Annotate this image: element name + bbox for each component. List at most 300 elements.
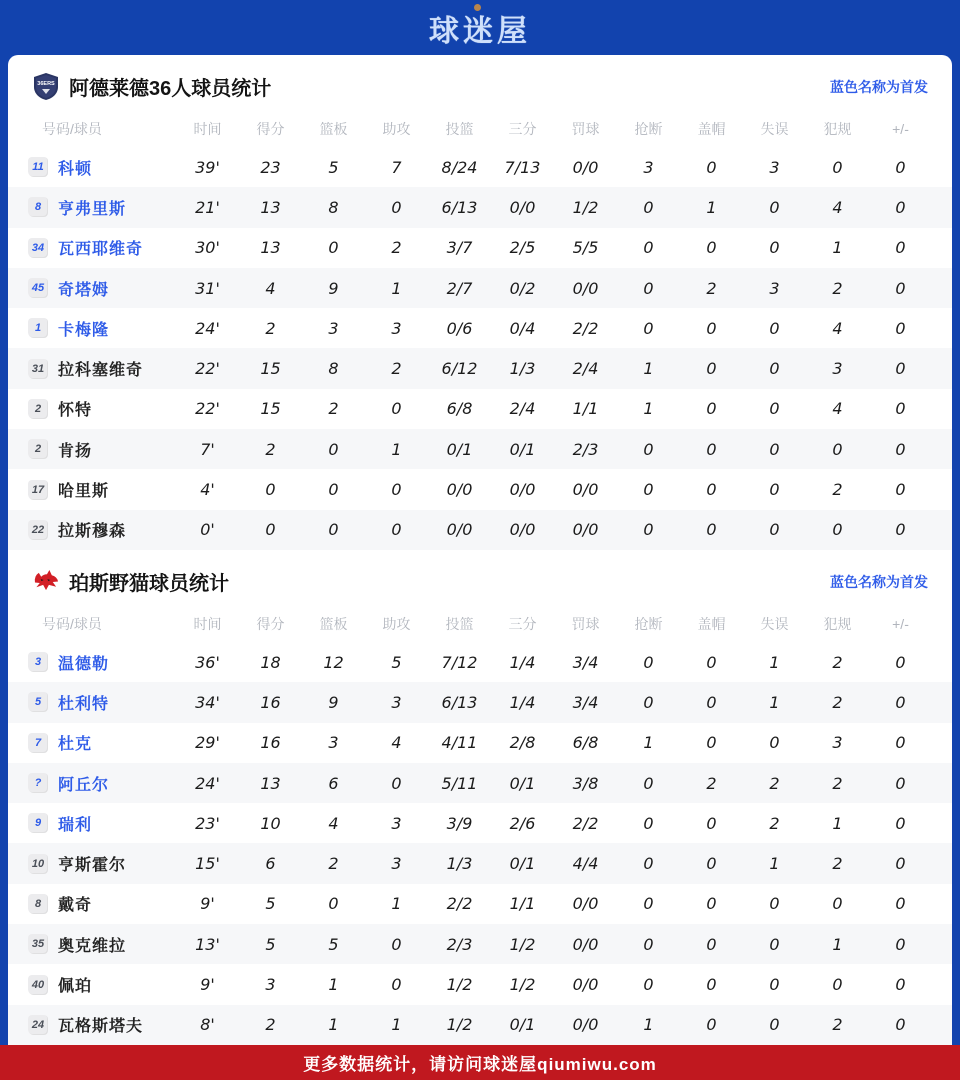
column-header: 时间 — [193, 120, 222, 137]
table-body — [8, 147, 952, 550]
player-row — [8, 228, 952, 268]
stat-value: 0 — [832, 975, 843, 995]
stat-value: 0/0 — [572, 975, 599, 995]
stat-value: 2 — [769, 813, 780, 833]
stat-value: 1 — [832, 238, 843, 258]
stat-value: 0 — [769, 359, 780, 379]
stat-value: 2/4 — [509, 399, 536, 419]
stat-value: 4 — [328, 813, 339, 833]
stat-value: 0 — [769, 934, 780, 954]
stat-value: 0/0 — [509, 480, 536, 500]
footer-bar — [0, 1045, 960, 1080]
stat-value: 4 — [832, 197, 843, 217]
stat-value: 0 — [706, 359, 717, 379]
player-name: 杜克 — [58, 736, 93, 754]
stat-value: 21' — [195, 197, 220, 217]
stat-value: 1 — [769, 652, 780, 672]
stat-value: 1/2 — [572, 197, 599, 217]
stat-value: 0/2 — [509, 278, 536, 298]
stat-value: 0 — [895, 399, 906, 419]
jersey-number-badge: 9 — [28, 813, 48, 833]
stat-value: 1 — [391, 894, 402, 914]
stat-value: 2 — [706, 773, 717, 793]
stat-value: 2 — [265, 439, 276, 459]
stat-value: 0 — [328, 520, 339, 540]
stats-card — [8, 55, 952, 1045]
stat-value: 0 — [895, 854, 906, 874]
player-row — [8, 1005, 952, 1045]
stat-value: 4/4 — [572, 854, 599, 874]
stat-value: 16 — [260, 733, 281, 753]
stat-value: 13 — [260, 238, 281, 258]
stat-value: 5/11 — [441, 773, 478, 793]
stat-value: 0 — [769, 1015, 780, 1035]
stat-value: 4 — [832, 399, 843, 419]
column-header: 助攻 — [382, 615, 411, 632]
jersey-number-badge: 40 — [28, 975, 48, 995]
stat-value: 5 — [328, 934, 339, 954]
stat-value: 0 — [643, 652, 654, 672]
stat-value: 0 — [706, 480, 717, 500]
stat-value: 0 — [769, 894, 780, 914]
player-name: 戴奇 — [58, 897, 93, 915]
stat-value: 9' — [200, 975, 215, 995]
jersey-number-badge: 5 — [28, 692, 48, 712]
stat-value: 6/8 — [572, 733, 599, 753]
stat-value: 2/3 — [572, 439, 599, 459]
column-header: 投篮 — [445, 615, 474, 632]
stat-value: 7/12 — [441, 652, 478, 672]
stat-value: 0 — [706, 399, 717, 419]
stat-value: 6/13 — [441, 197, 478, 217]
stat-value: 0 — [328, 439, 339, 459]
stat-value: 3 — [391, 318, 402, 338]
stat-value: 0 — [895, 278, 906, 298]
stat-value: 2/2 — [446, 894, 473, 914]
player-cell — [28, 156, 176, 179]
stat-value: 0 — [895, 318, 906, 338]
jersey-number-badge: 45 — [28, 278, 48, 298]
stat-value: 0 — [643, 934, 654, 954]
column-header: 罚球 — [571, 120, 600, 137]
stat-value: 3 — [769, 278, 780, 298]
stat-value: 0/0 — [509, 520, 536, 540]
stat-value: 0 — [643, 854, 654, 874]
stat-value: 3/9 — [446, 813, 473, 833]
stat-value: 16 — [260, 692, 281, 712]
stat-value: 0 — [643, 975, 654, 995]
stat-value: 1/2 — [509, 975, 536, 995]
stat-value: 24' — [195, 318, 220, 338]
stat-value: 22' — [195, 399, 220, 419]
stat-value: 0 — [643, 773, 654, 793]
stat-value: 34' — [195, 692, 220, 712]
stat-value: 2 — [391, 359, 402, 379]
player-name: 瓦格斯塔夫 — [58, 1018, 144, 1036]
stat-value: 2 — [265, 1015, 276, 1035]
player-cell — [28, 772, 176, 795]
column-header: 犯规 — [823, 615, 852, 632]
stat-value: 6/8 — [446, 399, 473, 419]
stat-value: 4 — [832, 318, 843, 338]
stat-value: 2 — [832, 652, 843, 672]
stat-value: 0 — [706, 854, 717, 874]
stat-value: 0 — [832, 520, 843, 540]
stat-value: 12 — [323, 652, 344, 672]
stat-value: 3 — [769, 157, 780, 177]
stat-value: 2/7 — [446, 278, 473, 298]
stat-value: 0 — [769, 399, 780, 419]
stat-value: 8' — [200, 1015, 215, 1035]
stat-value: 0 — [769, 318, 780, 338]
stat-value: 2 — [832, 278, 843, 298]
stat-value: 23 — [260, 157, 281, 177]
stat-value: 1/1 — [509, 894, 536, 914]
stat-value: 4' — [200, 480, 215, 500]
player-name: 亨斯霍尔 — [58, 857, 127, 875]
stat-value: 1 — [643, 359, 654, 379]
player-row — [8, 187, 952, 227]
player-name: 卡梅隆 — [58, 321, 110, 339]
stat-value: 3/4 — [572, 692, 599, 712]
stat-value: 2/2 — [572, 318, 599, 338]
stat-value: 13 — [260, 197, 281, 217]
player-name: 佩珀 — [58, 978, 93, 996]
stat-value: 4 — [265, 278, 276, 298]
column-header: 时间 — [193, 615, 222, 632]
stat-value: 3 — [832, 733, 843, 753]
stat-value: 7' — [200, 439, 215, 459]
column-header: 失误 — [760, 120, 789, 137]
stat-value: 5 — [328, 157, 339, 177]
stat-value: 1/2 — [509, 934, 536, 954]
player-cell — [28, 892, 176, 915]
stat-value: 0 — [895, 238, 906, 258]
stat-value: 0 — [391, 197, 402, 217]
column-header: 得分 — [256, 615, 285, 632]
starter-legend: 蓝色名称为首发 — [830, 78, 928, 95]
stat-value: 1 — [706, 197, 717, 217]
column-header: 投篮 — [445, 120, 474, 137]
table-header-row — [8, 110, 952, 147]
player-name: 瑞利 — [58, 816, 93, 834]
stat-value: 2/5 — [509, 238, 536, 258]
stat-value: 0 — [706, 238, 717, 258]
stat-value: 0 — [895, 975, 906, 995]
stat-value: 1/3 — [509, 359, 536, 379]
stat-value: 0 — [328, 894, 339, 914]
stat-value: 0/0 — [572, 520, 599, 540]
jersey-number-badge: 3 — [28, 652, 48, 672]
player-cell — [28, 731, 176, 754]
stat-value: 39' — [195, 157, 220, 177]
adelaide-36ers-logo — [32, 73, 60, 101]
jersey-number-badge: 17 — [28, 480, 48, 500]
player-name: 肯扬 — [58, 442, 93, 460]
stat-value: 2 — [328, 399, 339, 419]
stat-value: 0 — [328, 480, 339, 500]
player-row — [8, 682, 952, 722]
stat-value: 0 — [895, 894, 906, 914]
stat-value: 4 — [391, 733, 402, 753]
player-row — [8, 469, 952, 509]
stat-value: 1/3 — [446, 854, 473, 874]
stat-value: 2/2 — [572, 813, 599, 833]
stat-value: 1 — [643, 733, 654, 753]
stat-value: 5 — [391, 652, 402, 672]
stat-value: 0/0 — [509, 197, 536, 217]
player-row — [8, 429, 952, 469]
stat-value: 3 — [265, 975, 276, 995]
stat-value: 6 — [328, 773, 339, 793]
stat-value: 2/3 — [446, 934, 473, 954]
player-cell — [28, 317, 176, 340]
stat-value: 0' — [200, 520, 215, 540]
player-name: 阿丘尔 — [58, 776, 110, 794]
column-header: 篮板 — [319, 120, 348, 137]
player-cell — [28, 518, 176, 541]
player-row — [8, 763, 952, 803]
player-cell — [28, 438, 176, 461]
stat-value: 29' — [195, 733, 220, 753]
table-header-row — [8, 605, 952, 642]
stat-value: 0 — [895, 157, 906, 177]
stat-value: 6 — [265, 854, 276, 874]
stat-value: 5 — [265, 894, 276, 914]
perth-stats-section — [8, 550, 952, 1045]
player-cell — [28, 478, 176, 501]
stat-value: 0 — [643, 197, 654, 217]
player-row — [8, 924, 952, 964]
stat-value: 9' — [200, 894, 215, 914]
stat-value: 0 — [895, 934, 906, 954]
player-cell — [28, 1013, 176, 1036]
stat-value: 0 — [706, 439, 717, 459]
brand-text: 球迷屋 — [429, 14, 531, 48]
stat-value: 1 — [328, 975, 339, 995]
section-header — [8, 550, 952, 605]
stat-value: 0 — [643, 318, 654, 338]
stat-value: 0 — [769, 238, 780, 258]
player-row — [8, 510, 952, 550]
stat-value: 2 — [832, 1015, 843, 1035]
stat-value: 0 — [895, 1015, 906, 1035]
stat-value: 2 — [706, 278, 717, 298]
player-row — [8, 348, 952, 388]
stat-value: 0 — [769, 480, 780, 500]
stat-value: 0 — [643, 480, 654, 500]
column-header: 三分 — [508, 120, 537, 137]
stat-value: 36' — [195, 652, 220, 672]
stat-value: 2 — [832, 773, 843, 793]
stat-value: 0 — [643, 692, 654, 712]
stat-value: 18 — [260, 652, 281, 672]
stat-value: 1 — [769, 692, 780, 712]
stat-value: 0 — [391, 480, 402, 500]
stat-value: 0 — [706, 813, 717, 833]
stat-value: 0 — [895, 652, 906, 672]
stat-value: 0 — [769, 733, 780, 753]
stat-value: 0 — [769, 520, 780, 540]
stat-value: 1 — [643, 1015, 654, 1035]
stat-value: 0/0 — [572, 934, 599, 954]
stat-value: 5 — [265, 934, 276, 954]
stat-value: 1/2 — [446, 975, 473, 995]
stat-value: 0 — [643, 813, 654, 833]
team-stats-title: 阿德莱德36人球员统计 — [69, 78, 272, 100]
player-cell — [28, 691, 176, 714]
stat-value: 2 — [832, 692, 843, 712]
jersey-number-badge: 8 — [28, 894, 48, 914]
stat-value: 0 — [391, 934, 402, 954]
stat-value: 0 — [643, 894, 654, 914]
column-header: 盖帽 — [697, 120, 726, 137]
section-header — [8, 55, 952, 110]
stat-value: 0 — [391, 520, 402, 540]
stat-value: 0/0 — [572, 480, 599, 500]
stat-value: 22' — [195, 359, 220, 379]
player-row — [8, 723, 952, 763]
jersey-number-badge: 1 — [28, 318, 48, 338]
stat-value: 0 — [706, 157, 717, 177]
stat-value: 0/0 — [572, 157, 599, 177]
table-body — [8, 642, 952, 1045]
column-header: 助攻 — [382, 120, 411, 137]
jersey-number-badge: 2 — [28, 439, 48, 459]
stat-value: 0 — [391, 975, 402, 995]
stat-value: 0 — [391, 399, 402, 419]
player-cell — [28, 277, 176, 300]
stat-value: 1 — [391, 1015, 402, 1035]
stat-value: 0/1 — [509, 854, 536, 874]
stat-value: 0/1 — [509, 773, 536, 793]
stat-value: 15 — [260, 359, 281, 379]
stat-value: 0/0 — [572, 1015, 599, 1035]
jersey-number-badge: ? — [28, 773, 48, 793]
stat-value: 23' — [195, 813, 220, 833]
jersey-number-badge: 35 — [28, 934, 48, 954]
player-name: 哈里斯 — [58, 483, 110, 501]
qiumiwu-brand-logo — [429, 6, 531, 50]
stat-value: 0/0 — [572, 894, 599, 914]
stat-value: 0 — [265, 480, 276, 500]
stat-value: 0 — [895, 359, 906, 379]
stat-value: 0 — [706, 975, 717, 995]
jersey-number-badge: 31 — [28, 359, 48, 379]
stat-value: 9 — [328, 278, 339, 298]
stat-value: 0 — [706, 1015, 717, 1035]
player-row — [8, 884, 952, 924]
stat-value: 0/6 — [446, 318, 473, 338]
player-cell — [28, 397, 176, 420]
column-header: 号码/球员 — [42, 120, 102, 137]
stat-value: 7/13 — [504, 157, 541, 177]
player-name: 瓦西耶维奇 — [58, 241, 144, 259]
stat-value: 8/24 — [441, 157, 478, 177]
adelaide-stats-section — [8, 55, 952, 550]
player-cell — [28, 852, 176, 875]
stat-value: 2/8 — [509, 733, 536, 753]
player-name: 科顿 — [58, 160, 93, 178]
stat-value: 31' — [195, 278, 220, 298]
stat-value: 0 — [895, 197, 906, 217]
stat-value: 0 — [895, 733, 906, 753]
stat-value: 0 — [706, 520, 717, 540]
column-header: 号码/球员 — [42, 615, 102, 632]
column-header: +/- — [892, 120, 909, 137]
player-row — [8, 803, 952, 843]
stat-value: 1 — [391, 278, 402, 298]
stat-value: 2/4 — [572, 359, 599, 379]
stat-value: 6/13 — [441, 692, 478, 712]
stat-value: 0/0 — [446, 520, 473, 540]
stat-value: 0/0 — [446, 480, 473, 500]
stat-value: 15' — [195, 854, 220, 874]
stat-value: 0 — [391, 773, 402, 793]
column-header: 盖帽 — [697, 615, 726, 632]
stat-value: 3 — [832, 359, 843, 379]
stat-value: 0 — [706, 733, 717, 753]
stat-value: 0/1 — [446, 439, 473, 459]
stat-value: 8 — [328, 359, 339, 379]
player-cell — [28, 357, 176, 380]
player-row — [8, 964, 952, 1004]
player-cell — [28, 973, 176, 996]
player-name: 温德勒 — [58, 655, 110, 673]
stat-value: 2 — [391, 238, 402, 258]
stat-value: 13 — [260, 773, 281, 793]
brand-dot-icon — [474, 4, 481, 11]
stat-value: 0/4 — [509, 318, 536, 338]
stat-value: 0 — [328, 238, 339, 258]
player-name: 拉科塞维奇 — [58, 362, 144, 380]
column-header: 三分 — [508, 615, 537, 632]
stat-value: 1 — [769, 854, 780, 874]
stat-value: 0 — [706, 692, 717, 712]
stat-value: 0 — [706, 894, 717, 914]
stat-value: 0 — [643, 238, 654, 258]
stat-value: 24' — [195, 773, 220, 793]
jersey-number-badge: 11 — [28, 157, 48, 177]
stat-value: 1/1 — [572, 399, 599, 419]
column-header: 抢断 — [634, 615, 663, 632]
stat-value: 0 — [706, 318, 717, 338]
stat-value: 0 — [706, 934, 717, 954]
jersey-number-badge: 8 — [28, 197, 48, 217]
stat-value: 0 — [769, 439, 780, 459]
footer-text: 更多数据统计，请访问球迷屋qiumiwu.com — [303, 1055, 657, 1074]
stat-value: 0/1 — [509, 1015, 536, 1035]
stat-value: 0/1 — [509, 439, 536, 459]
jersey-number-badge: 10 — [28, 854, 48, 874]
player-name: 亨弗里斯 — [58, 200, 127, 218]
starter-legend: 蓝色名称为首发 — [830, 573, 928, 590]
stat-value: 3 — [391, 692, 402, 712]
stat-value: 0 — [832, 157, 843, 177]
player-row — [8, 147, 952, 187]
player-row — [8, 389, 952, 429]
stat-value: 1/4 — [509, 692, 536, 712]
column-header: 篮板 — [319, 615, 348, 632]
stat-value: 3 — [391, 854, 402, 874]
stat-value: 9 — [328, 692, 339, 712]
stat-value: 2 — [769, 773, 780, 793]
player-name: 杜利特 — [58, 695, 110, 713]
stat-value: 0 — [643, 278, 654, 298]
stat-value: 8 — [328, 197, 339, 217]
player-cell — [28, 651, 176, 674]
jersey-number-badge: 2 — [28, 399, 48, 419]
